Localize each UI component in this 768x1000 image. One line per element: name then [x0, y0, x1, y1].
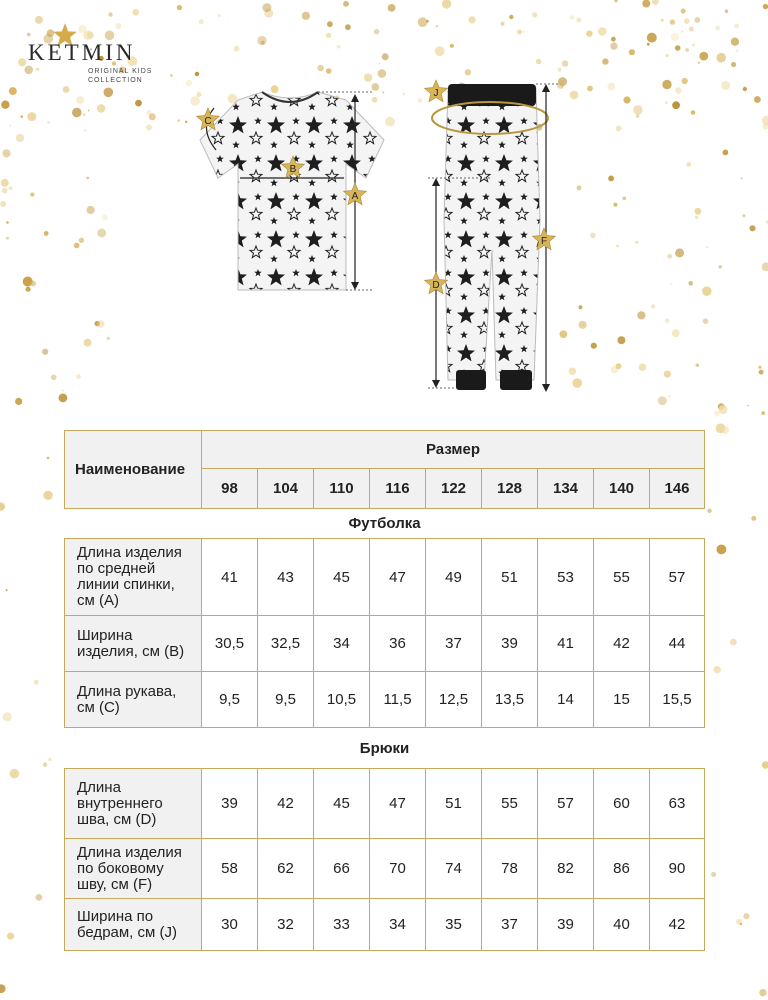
measurement-label: Ширина по бедрам, см (J) [65, 899, 202, 951]
size-header-cell: 146 [650, 469, 705, 509]
brand-tagline-1: ORIGINAL KIDS [88, 68, 153, 75]
table-row [65, 769, 705, 839]
measurement-value: 62 [258, 839, 314, 899]
measurement-value: 10,5 [314, 672, 370, 728]
marker-letter: B [289, 164, 297, 175]
table-row [65, 539, 705, 616]
brand-name: KETMIN [28, 40, 136, 65]
measurement-label: Длина внутреннего шва, см (D) [65, 769, 202, 839]
measurement-value: 42 [594, 616, 650, 672]
measurement-value: 12,5 [426, 672, 482, 728]
size-header-cell: 122 [426, 469, 482, 509]
measurement-value: 82 [538, 839, 594, 899]
size-column-header: Размер [202, 431, 705, 469]
measurement-value: 51 [482, 539, 538, 616]
measurement-value: 30 [202, 899, 258, 951]
table-row [65, 672, 705, 728]
confetti-dot [714, 666, 721, 673]
measurement-value: 47 [370, 539, 426, 616]
confetti-dot [7, 933, 14, 940]
measurement-value: 42 [258, 769, 314, 839]
measurement-value: 32 [258, 899, 314, 951]
measurement-value: 35 [426, 899, 482, 951]
gold-star-marker-icon [425, 272, 448, 294]
measurement-label: Длина изделия по боковому шву, см (F) [65, 839, 202, 899]
table-row [65, 839, 705, 899]
measurement-value: 78 [482, 839, 538, 899]
measurement-value: 40 [594, 899, 650, 951]
confetti-dot [48, 758, 51, 761]
measurement-value: 70 [370, 839, 426, 899]
measurement-value: 36 [370, 616, 426, 672]
confetti-dot [3, 712, 12, 721]
measurement-value: 37 [426, 616, 482, 672]
size-header-cell: 98 [202, 469, 258, 509]
section-title: Футболка [348, 515, 421, 532]
gold-star-marker-icon [344, 183, 367, 205]
measurement-value: 74 [426, 839, 482, 899]
marker-letter: J [433, 88, 439, 99]
confetti-dot [43, 491, 52, 500]
measurement-value: 37 [482, 899, 538, 951]
brand-logo [28, 36, 158, 96]
size-header-cell: 128 [482, 469, 538, 509]
measurement-value: 15,5 [650, 672, 705, 728]
measurement-value: 53 [538, 539, 594, 616]
measurement-value: 57 [538, 769, 594, 839]
measurement-value: 41 [202, 539, 258, 616]
measurement-label: Ширина изделия, см (B) [65, 616, 202, 672]
confetti-dot [43, 762, 48, 767]
confetti-dot [721, 426, 729, 434]
confetti-dot [717, 545, 727, 555]
marker-letter: C [204, 116, 212, 127]
measurement-value: 34 [314, 616, 370, 672]
measurement-value: 32,5 [258, 616, 314, 672]
marker-letter: D [432, 280, 440, 291]
measurement-value: 39 [482, 616, 538, 672]
measurement-value: 51 [426, 769, 482, 839]
size-header-cell: 110 [314, 469, 370, 509]
measurement-value: 49 [426, 539, 482, 616]
confetti-dot [743, 913, 749, 919]
confetti-dot [34, 680, 39, 685]
confetti-dot [762, 761, 768, 768]
confetti-dot [751, 516, 756, 521]
size-header-cell: 140 [594, 469, 650, 509]
measurement-value: 11,5 [370, 672, 426, 728]
confetti-dot [740, 923, 743, 926]
measurement-value: 9,5 [258, 672, 314, 728]
measurement-value: 14 [538, 672, 594, 728]
size-header-cell: 134 [538, 469, 594, 509]
marker-letter: A [351, 191, 359, 202]
size-chart-table [64, 430, 705, 951]
measurement-value: 45 [314, 769, 370, 839]
measurement-value: 55 [594, 539, 650, 616]
measurement-value: 34 [370, 899, 426, 951]
confetti-dot [0, 503, 5, 511]
section-title-row [65, 728, 705, 769]
marker-letter: F [540, 236, 548, 247]
measurement-value: 63 [650, 769, 705, 839]
confetti-dot [730, 639, 737, 646]
measurement-value: 30,5 [202, 616, 258, 672]
measurement-value: 86 [594, 839, 650, 899]
measurement-value: 44 [650, 616, 705, 672]
measurement-value: 33 [314, 899, 370, 951]
measurement-value: 39 [538, 899, 594, 951]
confetti-dot [6, 589, 8, 591]
confetti-dot [707, 509, 711, 513]
size-header-cell: 104 [258, 469, 314, 509]
section-title: Брюки [359, 739, 410, 757]
confetti-dot [47, 457, 50, 460]
measurement-value: 13,5 [482, 672, 538, 728]
measurement-value: 45 [314, 539, 370, 616]
confetti-dot [10, 769, 20, 779]
measurement-value: 60 [594, 769, 650, 839]
measurement-value: 66 [314, 839, 370, 899]
measurement-value: 41 [538, 616, 594, 672]
confetti-dot [711, 872, 716, 877]
confetti-dot [714, 411, 720, 417]
measurement-label: Длина изделия по средней линии спинки, см (A) [65, 539, 202, 616]
confetti-dot [761, 411, 765, 415]
header-row-top [65, 431, 705, 469]
measurement-value: 55 [482, 769, 538, 839]
measurement-value: 43 [258, 539, 314, 616]
measurement-value: 57 [650, 539, 705, 616]
section-title-row [65, 509, 705, 539]
measurement-value: 42 [650, 899, 705, 951]
measurement-label: Длина рукава, см (C) [65, 672, 202, 728]
confetti-dot [36, 894, 43, 901]
table-row [65, 899, 705, 951]
brand-tagline-2: COLLECTION [88, 77, 143, 84]
confetti-dot [759, 989, 766, 996]
measurement-value: 90 [650, 839, 705, 899]
name-column-header: Наименование [65, 431, 202, 509]
confetti-dot [0, 984, 6, 993]
measurement-value: 47 [370, 769, 426, 839]
measurement-value: 39 [202, 769, 258, 839]
measurement-value: 58 [202, 839, 258, 899]
measurement-value: 9,5 [202, 672, 258, 728]
gold-star-marker-icon [425, 80, 448, 102]
measurement-value: 15 [594, 672, 650, 728]
table-row [65, 616, 705, 672]
size-header-cell: 116 [370, 469, 426, 509]
